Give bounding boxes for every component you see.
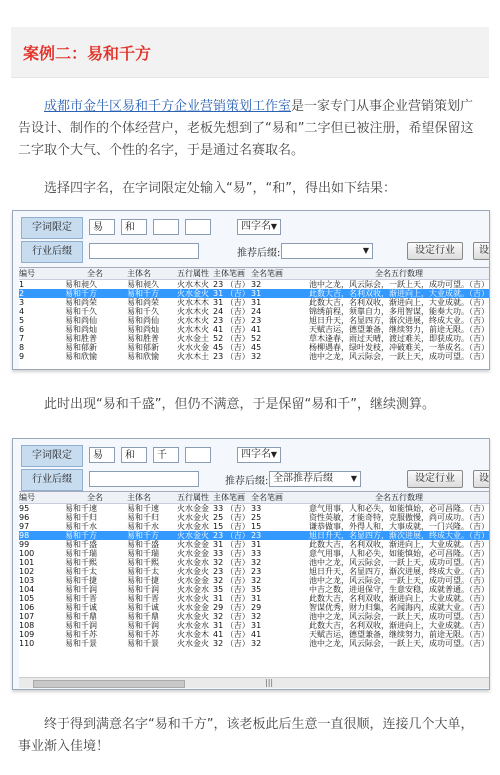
- column-header[interactable]: 主体笔画: [213, 493, 245, 502]
- table-cell: 池中之龙，风云际会，一跃上天，成功可望。（吉）: [309, 352, 489, 361]
- table-cell: 易和尚荣: [127, 298, 159, 307]
- table-cell: 97: [19, 522, 30, 531]
- table-cell: 锦绣前程，须靠自力，多用智谋，能奏大功。（吉）: [309, 307, 489, 316]
- table-cell: 火水金木: [177, 630, 209, 639]
- table-cell: 火水金火: [177, 594, 209, 603]
- table-cell: 旭日升天，名显四方，渐次进展，终成大业。（吉）: [309, 531, 489, 540]
- table-row[interactable]: [19, 639, 489, 648]
- table-cell: 易和千润: [65, 621, 97, 630]
- table-cell: 中吉之数，进退保守，生意安稳，成就普通。（吉）: [309, 585, 489, 594]
- table-cell: 易和千水: [127, 522, 159, 531]
- table-cell: 109: [19, 630, 35, 639]
- table-cell: 火水木土: [177, 352, 209, 361]
- table-cell: 31 （吉）: [213, 289, 250, 298]
- table-cell: 105: [19, 594, 35, 603]
- studio-link[interactable]: 成都市金牛区易和千方企业营销策划工作室: [44, 99, 292, 114]
- table-cell: 易和尚仙: [127, 316, 159, 325]
- table-row[interactable]: [19, 585, 489, 594]
- table-cell: 32: [251, 352, 262, 361]
- table-cell: 41: [251, 325, 262, 334]
- table-cell: 易和尚灿: [65, 325, 97, 334]
- table-cell: 31: [251, 594, 262, 603]
- recommend-label: 推荐后缀:: [237, 248, 281, 259]
- table-cell: 98: [19, 531, 30, 540]
- recommend-label: 推荐后缀:: [225, 476, 269, 487]
- conclusion-paragraph: 终于得到满意名字“易和千方”，该老板此后生意一直很顺，连接几个大单，事业渐入佳境！: [18, 717, 474, 754]
- name-type-value: 四字名: [241, 221, 271, 232]
- table-cell: 15: [251, 522, 262, 531]
- table-cell: 易和千润: [65, 585, 97, 594]
- table-cell: 易和胜普: [65, 334, 97, 343]
- table-cell: 火水金金: [177, 504, 209, 513]
- table-cell: 易和尚荣: [65, 298, 97, 307]
- table-cell: 火水金火: [177, 612, 209, 621]
- table-cell: 25 （吉）: [213, 513, 250, 522]
- table-cell: 火水木火: [177, 316, 209, 325]
- table-cell: 41 （吉）: [213, 325, 250, 334]
- table-cell: 火水金金: [177, 603, 209, 612]
- column-header[interactable]: 编号: [19, 269, 35, 278]
- table-cell: 旭日升天，名显四方，渐次进展，终成大业。（吉）: [309, 316, 489, 325]
- chevron-down-icon: ▼: [270, 450, 277, 459]
- char4-input[interactable]: [185, 219, 211, 235]
- intro-paragraph: [18, 96, 486, 162]
- scroll-grip-icon: |||: [265, 678, 274, 687]
- table-cell: 易和千晋: [127, 594, 159, 603]
- table-row[interactable]: [19, 603, 489, 612]
- table-cell: 32 （吉）: [213, 612, 250, 621]
- table-cell: 易和千方: [127, 289, 159, 298]
- table-cell: 102: [19, 567, 35, 576]
- step1-paragraph: 选择四字名，在字词限定处输入“易”，“和”，得出如下结果：: [44, 181, 396, 196]
- table-cell: 旭日升天，名显四方，渐次进展，终成大业。（吉）: [309, 567, 489, 576]
- section-title: 案例二：易和千方: [23, 44, 152, 63]
- column-header[interactable]: 编号: [19, 493, 35, 502]
- column-header[interactable]: 全名笔画: [251, 493, 283, 502]
- table-cell: 易和千太: [65, 567, 97, 576]
- table-cell: 火水金火: [177, 567, 209, 576]
- table-cell: 易和千归: [127, 513, 159, 522]
- table-cell: 32: [251, 280, 262, 289]
- suffix-input[interactable]: [89, 471, 199, 487]
- table-cell: 易和千捷: [65, 576, 97, 585]
- table-row[interactable]: [19, 576, 489, 585]
- table-cell: 23: [251, 316, 262, 325]
- suffix-label: 行业后缀: [21, 241, 83, 263]
- table-cell: 易和昶久: [127, 280, 159, 289]
- table-cell: 易和千方: [65, 531, 97, 540]
- table-cell: 101: [19, 558, 35, 567]
- table-cell: 52: [251, 334, 262, 343]
- table-cell: 7: [19, 334, 25, 343]
- table-cell: 23: [251, 567, 262, 576]
- table-row[interactable]: [19, 567, 489, 576]
- table-cell: 智谋优秀，财力归集，名闻海内，成就大业。（吉）: [309, 603, 489, 612]
- table-row[interactable]: [19, 334, 489, 343]
- table-cell: 31: [251, 540, 262, 549]
- table-cell: 易和千晋: [65, 594, 97, 603]
- table-cell: 99: [19, 540, 30, 549]
- software-screenshot-1: [12, 210, 490, 370]
- table-row[interactable]: [19, 298, 489, 307]
- table-cell: 池中之龙，风云际会，一跃上天，成功可望。（吉）: [309, 558, 489, 567]
- step2-paragraph: 此时出现“易和千盛”，但仍不满意，于是保留“易和千”，继续测算。: [44, 397, 435, 412]
- table-cell: 5: [19, 316, 25, 325]
- table-cell: 易和郁新: [65, 343, 97, 352]
- column-header[interactable]: 五行属性: [177, 269, 209, 278]
- column-header[interactable]: 全名: [87, 269, 103, 278]
- table-cell: 火水木火: [177, 325, 209, 334]
- table-cell: 2: [19, 289, 25, 298]
- table-cell: 3: [19, 298, 25, 307]
- table-cell: 41: [251, 630, 262, 639]
- set-industry-button[interactable]: 设定行业: [407, 242, 463, 260]
- table-cell: 火水金火: [177, 639, 209, 648]
- table-cell: 火水金金: [177, 549, 209, 558]
- chevron-down-icon: ▼: [270, 222, 277, 231]
- table-cell: 31 （吉）: [213, 298, 250, 307]
- table-cell: 23 （吉）: [213, 316, 250, 325]
- table-cell: 32: [251, 558, 262, 567]
- set-industry-button[interactable]: 设定行业: [407, 470, 463, 488]
- table-cell: 火水金水: [177, 621, 209, 630]
- table-cell: 32: [251, 576, 262, 585]
- table-cell: 95: [19, 504, 30, 513]
- column-header[interactable]: 主体名: [127, 493, 151, 502]
- table-cell: 易和千太: [127, 567, 159, 576]
- table-cell: 此数大吉，名利双收，渐进向上，大业成就。（吉）: [309, 621, 489, 630]
- suffix-label: 行业后缀: [21, 469, 83, 491]
- char1-input[interactable]: 易: [89, 447, 115, 463]
- table-cell: 火水金火: [177, 531, 209, 540]
- table-cell: 31 （吉）: [213, 594, 250, 603]
- table-cell: 31 （吉）: [213, 540, 250, 549]
- table-cell: 意气用事，人和必失，如能慎始，必可昌隆。（吉）: [309, 549, 489, 558]
- table-cell: 火水木火: [177, 307, 209, 316]
- char1-input[interactable]: 易: [89, 219, 115, 235]
- table-cell: 此数大吉，名利双收，渐进向上，大业成就。（吉）: [309, 298, 489, 307]
- table-header: [19, 268, 489, 280]
- table-cell: 23 （吉）: [213, 567, 250, 576]
- table-cell: 31 （吉）: [213, 621, 250, 630]
- table-cell: 易和千景: [65, 639, 97, 648]
- table-cell: 易和昶久: [65, 280, 97, 289]
- recommend-value: 全部推荐后缀: [273, 473, 333, 484]
- table-cell: 23 （吉）: [213, 352, 250, 361]
- table-cell: 火水金火: [177, 289, 209, 298]
- table-cell: 1: [19, 280, 25, 289]
- section-header: [11, 27, 489, 78]
- table-cell: 杨柳遇春，绿叶发枝，冲破难关，一举成名。（吉）: [309, 343, 489, 352]
- table-cell: 52 （吉）: [213, 334, 250, 343]
- table-cell: 31: [251, 289, 262, 298]
- table-cell: 108: [19, 621, 35, 630]
- table-cell: 池中之龙，风云际会，一跃上天，成功可望。（吉）: [309, 612, 489, 621]
- table-cell: 易和千诚: [127, 603, 159, 612]
- recommend-select[interactable]: [269, 471, 361, 487]
- table-cell: 火水金金: [177, 576, 209, 585]
- horizontal-scrollbar[interactable]: [19, 677, 489, 688]
- table-cell: 火水金水: [177, 522, 209, 531]
- table-cell: 8: [19, 343, 25, 352]
- results-table-1: [19, 267, 489, 370]
- table-cell: 33 （吉）: [213, 549, 250, 558]
- table-cell: 23: [251, 531, 262, 540]
- table-cell: 29: [251, 603, 262, 612]
- table-cell: 易和千盛: [127, 540, 159, 549]
- name-type-value: 四字名: [241, 449, 271, 460]
- table-cell: 32: [251, 639, 262, 648]
- table-row[interactable]: [19, 612, 489, 621]
- table-cell: 41 （吉）: [213, 630, 250, 639]
- suffix-input[interactable]: [89, 243, 199, 259]
- table-cell: 易和胜普: [127, 334, 159, 343]
- table-cell: 33: [251, 549, 262, 558]
- table-row[interactable]: [19, 343, 489, 352]
- table-cell: 24: [251, 307, 262, 316]
- table-row[interactable]: [19, 513, 489, 522]
- set-button-cut[interactable]: 设: [473, 470, 490, 488]
- table-cell: 火水金水: [177, 585, 209, 594]
- table-cell: 104: [19, 585, 35, 594]
- table-cell: 32 （吉）: [213, 576, 250, 585]
- table-cell: 33 （吉）: [213, 504, 250, 513]
- table-cell: 29 （吉）: [213, 603, 250, 612]
- table-cell: 易和千方: [65, 289, 97, 298]
- column-header[interactable]: 主体笔画: [213, 269, 245, 278]
- table-cell: 易和千鼎: [127, 612, 159, 621]
- table-cell: 45: [251, 343, 262, 352]
- table-cell: 易和尚仙: [65, 316, 97, 325]
- table-cell: 火水金土: [177, 334, 209, 343]
- scrollbar-thumb[interactable]: [33, 680, 185, 688]
- char2-input[interactable]: 和: [121, 219, 147, 235]
- chevron-down-icon: ▼: [350, 474, 357, 483]
- intro-text: 是一家专门从事企业营销策划广告设计、制作的个体经营户，老板先想到了“易和”二字但已被注册，希望保留这二字取个大气、个性的名字，于是通过名赛取名。: [18, 99, 474, 158]
- table-cell: 意气用事，人和必失，如能慎始，必可昌隆。（吉）: [309, 504, 489, 513]
- column-header[interactable]: 全名笔画: [251, 269, 283, 278]
- recommend-select[interactable]: [281, 243, 373, 259]
- table-cell: 易和欣愉: [65, 352, 97, 361]
- table-row[interactable]: [19, 307, 489, 316]
- table-cell: 易和千苏: [65, 630, 97, 639]
- table-cell: 火水金金: [177, 540, 209, 549]
- table-cell: 35: [251, 585, 262, 594]
- table-cell: 23 （吉）: [213, 280, 250, 289]
- set-button-cut[interactable]: 设: [473, 242, 490, 260]
- table-cell: 火水金火: [177, 513, 209, 522]
- table-cell: 易和千润: [127, 585, 159, 594]
- table-cell: 易和千瑞: [127, 549, 159, 558]
- table-row[interactable]: [19, 621, 489, 630]
- column-header[interactable]: 全名五行数理: [375, 493, 423, 502]
- column-header[interactable]: 主体名: [127, 269, 151, 278]
- table-cell: 易和千熙: [127, 558, 159, 567]
- table-cell: 易和千景: [127, 639, 159, 648]
- table-cell: 易和千速: [127, 504, 159, 513]
- table-cell: 池中之龙，风云际会，一跃上天，成功可望。（吉）: [309, 280, 489, 289]
- table-row[interactable]: [19, 504, 489, 513]
- table-cell: 110: [19, 639, 35, 648]
- table-cell: 池中之龙，风云际会，一跃上天，成功可望。（吉）: [309, 639, 489, 648]
- software-screenshot-2: [12, 438, 490, 690]
- table-cell: 易和千诚: [65, 603, 97, 612]
- table-cell: 32 （吉）: [213, 639, 250, 648]
- table-cell: 天赋吉运，德望兼备，继续努力，前途无限。（吉）: [309, 325, 489, 334]
- table-cell: 易和千速: [65, 504, 97, 513]
- table-cell: 资性英敏，才能奇特，克服傲慢，尚可成功。（吉）: [309, 513, 489, 522]
- table-cell: 池中之龙，风云际会，一跃上天，成功可望。（吉）: [309, 576, 489, 585]
- table-cell: 31: [251, 298, 262, 307]
- table-cell: 火水火金: [177, 343, 209, 352]
- table-cell: 火水木木: [177, 298, 209, 307]
- table-cell: 106: [19, 603, 35, 612]
- table-cell: 23 （吉）: [213, 531, 250, 540]
- table-cell: 易和郁新: [127, 343, 159, 352]
- name-type-select[interactable]: [237, 219, 281, 235]
- table-cell: 此数大吉，名利双收，渐进向上，大业成就。（吉）: [309, 540, 489, 549]
- table-row[interactable]: [19, 280, 489, 289]
- table-cell: 45 （吉）: [213, 343, 250, 352]
- table-cell: 易和千久: [65, 307, 97, 316]
- table-cell: 火水木火: [177, 280, 209, 289]
- table-row[interactable]: [19, 316, 489, 325]
- table-cell: 易和千瑞: [65, 549, 97, 558]
- table-cell: 96: [19, 513, 30, 522]
- table-cell: 33: [251, 504, 262, 513]
- table-cell: 107: [19, 612, 35, 621]
- table-row[interactable]: [19, 522, 489, 531]
- table-cell: 易和千熙: [65, 558, 97, 567]
- table-row-selected[interactable]: [19, 289, 489, 298]
- char3-input[interactable]: 千: [153, 447, 179, 463]
- table-row[interactable]: [19, 325, 489, 334]
- table-cell: 易和千归: [65, 513, 97, 522]
- table-row[interactable]: [19, 594, 489, 603]
- table-cell: 易和千捷: [127, 576, 159, 585]
- chevron-down-icon: ▼: [362, 246, 369, 255]
- table-cell: 易和千盛: [65, 540, 97, 549]
- char2-input[interactable]: 和: [121, 447, 147, 463]
- table-cell: 32: [251, 612, 262, 621]
- results-table-2: [19, 491, 489, 678]
- table-cell: 易和欣愉: [127, 352, 159, 361]
- char4-input[interactable]: [185, 447, 211, 463]
- table-cell: 易和千水: [65, 522, 97, 531]
- name-type-select[interactable]: [237, 447, 281, 463]
- column-header[interactable]: 五行属性: [177, 493, 209, 502]
- table-cell: 4: [19, 307, 25, 316]
- table-cell: 草木逢春，雨过天晴，渡过难关，即获成功。（吉）: [309, 334, 489, 343]
- table-header: [19, 492, 489, 504]
- column-header[interactable]: 全名五行数理: [375, 269, 423, 278]
- table-cell: 此数大吉，名利双收，渐进向上，大业成就。（吉）: [309, 594, 489, 603]
- table-cell: 6: [19, 325, 25, 334]
- table-cell: 9: [19, 352, 25, 361]
- table-cell: 100: [19, 549, 35, 558]
- table-cell: 24 （吉）: [213, 307, 250, 316]
- table-cell: 易和千方: [127, 531, 159, 540]
- table-cell: 天赋吉运，德望兼备，继续努力，前途无限。（吉）: [309, 630, 489, 639]
- table-cell: 易和尚灿: [127, 325, 159, 334]
- table-cell: 35 （吉）: [213, 585, 250, 594]
- column-header[interactable]: 全名: [87, 493, 103, 502]
- table-cell: 谦恭做事，外得人和，大事成就，一门兴隆。（吉）: [309, 522, 489, 531]
- limit-label: 字词限定: [21, 445, 83, 467]
- table-cell: 15 （吉）: [213, 522, 250, 531]
- table-cell: 易和千久: [127, 307, 159, 316]
- table-row-selected[interactable]: [19, 531, 489, 540]
- table-cell: 31: [251, 621, 262, 630]
- table-cell: 易和千润: [127, 621, 159, 630]
- table-row[interactable]: [19, 558, 489, 567]
- table-cell: 火水金水: [177, 558, 209, 567]
- table-cell: 103: [19, 576, 35, 585]
- table-cell: 25: [251, 513, 262, 522]
- table-row[interactable]: [19, 630, 489, 639]
- table-row[interactable]: [19, 540, 489, 549]
- limit-label: 字词限定: [21, 217, 83, 239]
- table-cell: 此数大吉，名利双收，渐进向上，大业成就。（吉）: [309, 289, 489, 298]
- table-row[interactable]: [19, 352, 489, 361]
- table-cell: 易和千苏: [127, 630, 159, 639]
- table-cell: 易和千鼎: [65, 612, 97, 621]
- table-cell: 32 （吉）: [213, 558, 250, 567]
- char3-input[interactable]: [153, 219, 179, 235]
- table-row[interactable]: [19, 549, 489, 558]
